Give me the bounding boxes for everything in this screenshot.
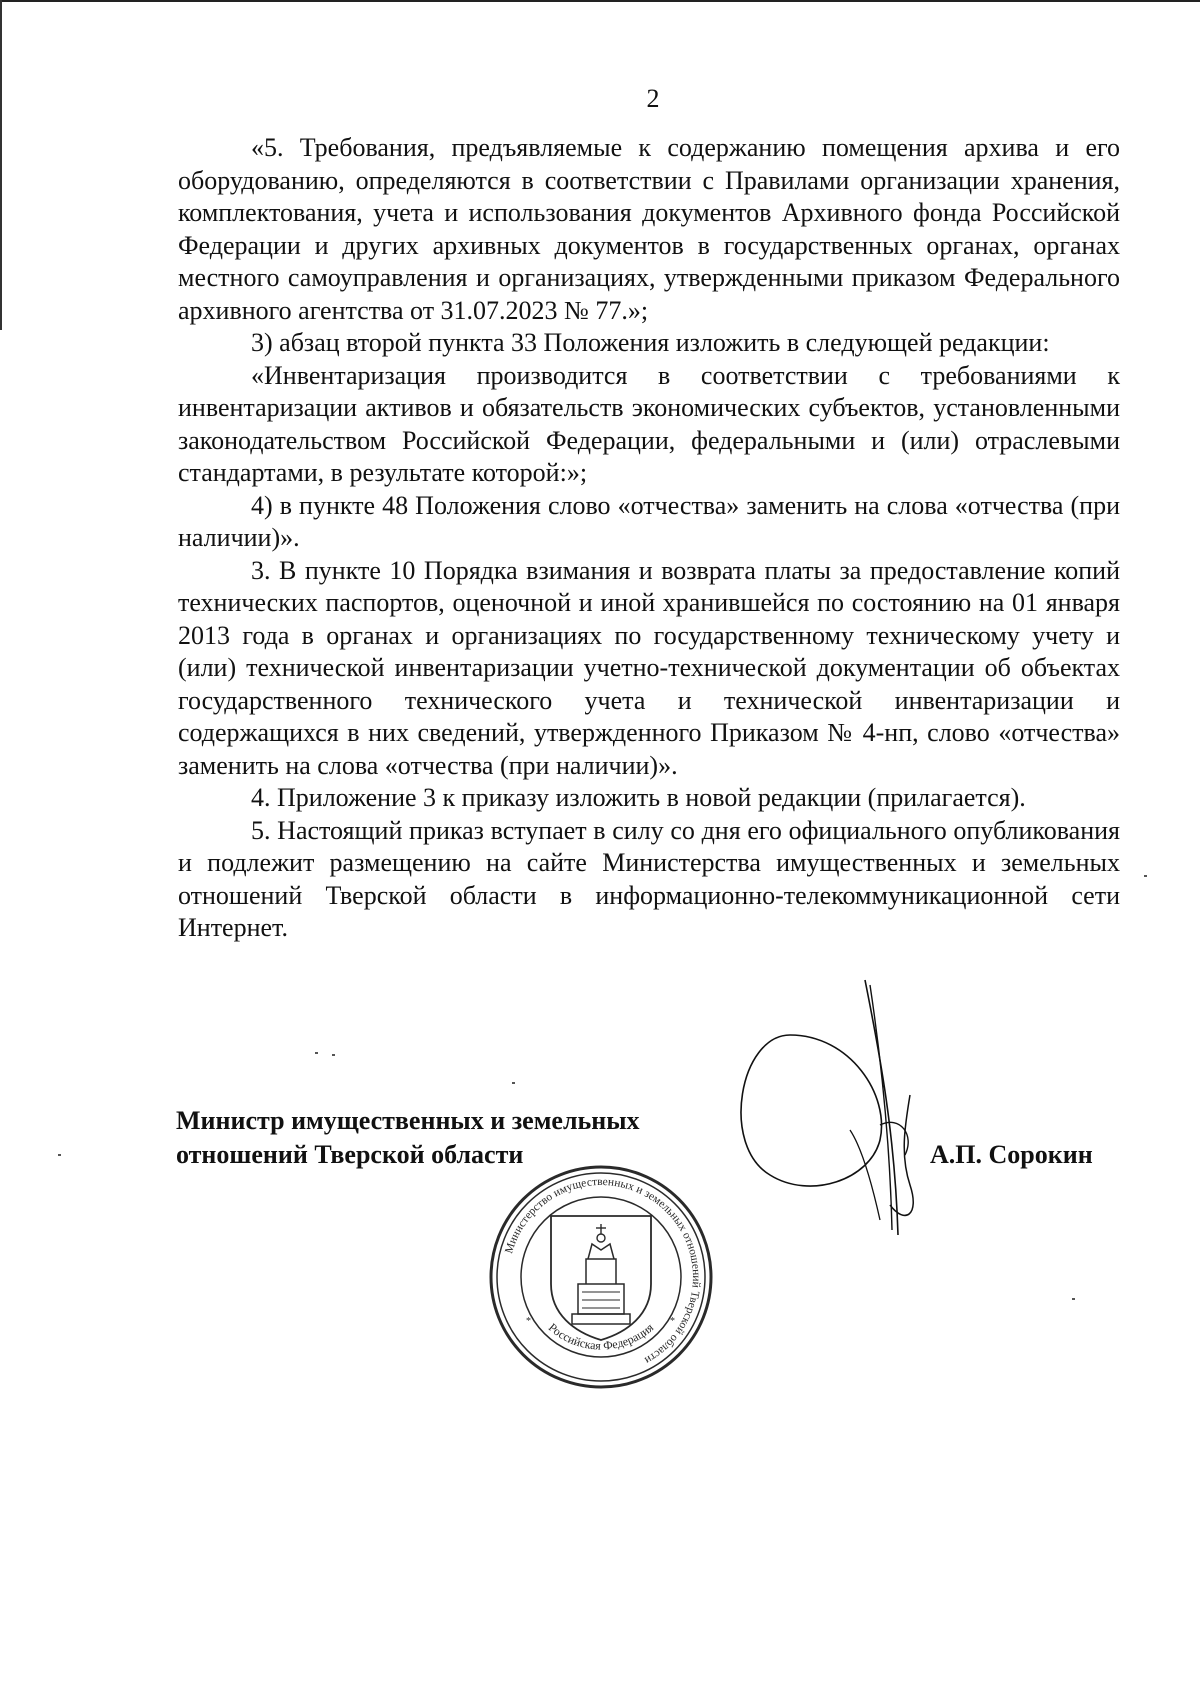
- scan-speck: [512, 1082, 515, 1084]
- signatory-title-line-1: Министр имущественных и земельных: [176, 1106, 640, 1135]
- paragraph-item-4: 4) в пункте 48 Положения слово «отчества» заменить на слова «отчества (при наличии)».: [178, 490, 1120, 552]
- signatory-name: А.П. Сорокин: [930, 1140, 1093, 1169]
- signatory-title-line-2: отношений Тверской области: [176, 1140, 524, 1169]
- svg-text:*: *: [670, 1316, 675, 1327]
- scan-speck: [332, 1054, 335, 1056]
- scan-speck: [58, 1154, 61, 1156]
- paragraph-point-4: 4. Приложение 3 к приказу изложить в новой редакции (прилагается).: [251, 783, 1026, 812]
- document-body: [178, 132, 1120, 945]
- svg-text:Министерство имущественных и з: [503, 1176, 702, 1366]
- page-number: 2: [646, 84, 660, 113]
- scan-speck: [1072, 1298, 1075, 1300]
- handwritten-signature: [730, 975, 960, 1265]
- paragraph-clause-5-requirements: «5. Требования, предъявляемые к содержанию помещения архива и его оборудованию, определяются в соответствии с Правилами организации хранения, комплектования, учета и использования документов Архивного фонда Российской Федерации и других архивных документов в государственных органах, органах местного самоуправления и организациях, утвержденными приказом Федерального архивного агентства от 31.07.2023 № 77.»;: [178, 133, 1120, 325]
- signatory-title: [176, 1104, 696, 1172]
- scan-speck: [315, 1052, 318, 1054]
- page-edge-left: [0, 0, 2, 330]
- paragraph-inventory-quote: «Инвентаризация производится в соответствии с требованиями к инвентаризации активов и обязательств экономических субъектов, установленными законодательством Российской Федерации, федеральными и (или) отраслевыми стандартами, в результате которой:»;: [178, 360, 1120, 487]
- seal-bottom-text: Российская Федерация: [545, 1320, 657, 1353]
- paragraph-item-3: 3) абзац второй пункта 33 Положения изложить в следующей редакции:: [251, 328, 1050, 357]
- official-seal: [488, 1164, 714, 1390]
- svg-text:*: *: [526, 1316, 531, 1327]
- page-edge-top: [0, 0, 1200, 2]
- paragraph-point-5: 5. Настоящий приказ вступает в силу со дня его официального опубликования и подлежит размещению на сайте Министерства имущественных и земельных отношений Тверской области в информационно-телекоммуникационной сети Интернет.: [178, 815, 1120, 942]
- paragraph-point-3: 3. В пункте 10 Порядка взимания и возврата платы за предоставление копий технических паспортов, оценочной и иной хранившейся по состоянию на 01 января 2013 года в органах и организациях по государственному техническому учету и (или) технической инвентаризации учетно-технической документации об объектах государственного технического учета и технической инвентаризации и содержащихся в них сведений, утвержденного Приказом № 4-нп, слово «отчества» заменить на слова «отчества (при наличии)».: [178, 555, 1120, 780]
- seal-outer-text: Министерство имущественных и земельных отношений Тверской области: [503, 1175, 703, 1367]
- scan-speck: [1144, 875, 1147, 877]
